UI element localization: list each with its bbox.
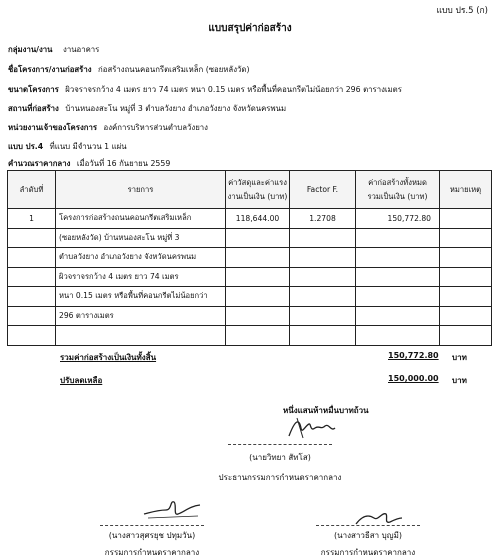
cell-remark — [440, 248, 492, 268]
cell-no — [8, 248, 56, 268]
table-row — [8, 267, 492, 287]
cell-factor — [290, 248, 356, 268]
total-value: 150,772.80 — [388, 351, 439, 360]
header-item: รายการ — [56, 171, 226, 209]
header-cost — [226, 171, 290, 209]
cell-total — [356, 306, 440, 326]
member2-signature — [348, 506, 408, 530]
cell-total — [356, 287, 440, 307]
info-label: ขนาดโครงการ — [8, 85, 59, 94]
cell-cost — [226, 248, 290, 268]
cell-no — [8, 228, 56, 248]
cell-factor: 1.2708 — [290, 209, 356, 229]
amount-in-words: หนึ่งแสนห้าหมื่นบาทถ้วน — [283, 406, 369, 415]
info-label: คำนวณราคากลาง — [8, 159, 71, 168]
header-cost-line2: งานเป็นเงิน (บาท) — [227, 191, 288, 201]
cell-no — [8, 326, 56, 346]
cell-item: โครงการก่อสร้างถนนคอนกรีตเสริมเหล็ก — [56, 209, 226, 229]
info-label: หน่วยงานเจ้าของโครงการ — [8, 123, 98, 132]
header-total — [356, 171, 440, 209]
cell-cost — [226, 287, 290, 307]
table-header-row — [8, 171, 492, 209]
header-total-line1: ค่าก่อสร้างทั้งหมด — [368, 177, 427, 187]
info-location — [8, 103, 286, 115]
info-label: แบบ ปร.4 — [8, 142, 44, 151]
table-row — [8, 287, 492, 307]
info-form-ref — [8, 141, 127, 153]
cell-remark — [440, 267, 492, 287]
cell-no — [8, 306, 56, 326]
header-factor: Factor F. — [290, 171, 356, 209]
info-label: ชื่อโครงการ/งานก่อสร้าง — [8, 65, 92, 74]
cell-factor — [290, 267, 356, 287]
cell-cost — [226, 228, 290, 248]
total-label: รวมค่าก่อสร้างเป็นเงินทั้งสิ้น — [60, 353, 157, 362]
header-total-line2: รวมเป็นเงิน (บาท) — [367, 191, 428, 201]
cell-remark — [440, 306, 492, 326]
info-value: เมื่อวันที่ 16 กันยายน 2559 — [76, 159, 171, 168]
cell-item: หนา 0.15 เมตร หรือพื้นที่คอนกรีตไม่น้อยกว่า — [56, 287, 226, 307]
cell-item: ผิวจราจรกว้าง 4 เมตร ยาว 74 เมตร — [56, 267, 226, 287]
info-project-name — [8, 64, 250, 76]
info-owner — [8, 122, 208, 134]
member2-role: กรรมการกำหนดราคากลาง — [320, 548, 416, 557]
table-row — [8, 228, 492, 248]
info-label: กลุ่มงาน/งาน — [8, 45, 53, 54]
header-no: ลำดับที่ — [8, 171, 56, 209]
chair-signature — [285, 414, 345, 442]
cell-remark — [440, 209, 492, 229]
cell-cost: 118,644.00 — [226, 209, 290, 229]
page-title: แบบสรุปค่าก่อสร้าง — [208, 23, 292, 34]
cell-cost — [226, 306, 290, 326]
cell-factor — [290, 228, 356, 248]
member1-signature — [140, 496, 210, 524]
cell-cost — [226, 267, 290, 287]
cell-item: (ซอยหลังวัด) บ้านหนองสะโน หมู่ที่ 3 — [56, 228, 226, 248]
adjusted-value: 150,000.00 — [388, 374, 439, 383]
info-value: ผิวจราจรกว้าง 4 เมตร ยาว 74 เมตร หนา 0.15 เมตร หรือพื้นที่คอนกรีตไม่น้อยกว่า 296 ตารางเมตร — [65, 85, 402, 94]
info-label: สถานที่ก่อสร้าง — [8, 104, 59, 113]
table-row — [8, 209, 492, 229]
cell-total — [356, 326, 440, 346]
cell-no — [8, 287, 56, 307]
cost-summary-table — [7, 170, 492, 346]
cell-total — [356, 228, 440, 248]
cell-remark — [440, 287, 492, 307]
cell-cost — [226, 326, 290, 346]
total-unit: บาท — [452, 353, 467, 362]
table-row — [8, 248, 492, 268]
adjusted-label: ปรับลดเหลือ — [60, 376, 103, 385]
info-project-size — [8, 84, 402, 96]
adjusted-unit: บาท — [452, 376, 467, 385]
cell-factor — [290, 326, 356, 346]
cell-total — [356, 248, 440, 268]
member1-signature-line — [100, 525, 204, 526]
info-value: งานอาคาร — [63, 45, 100, 54]
cell-factor — [290, 287, 356, 307]
form-code: แบบ ปร.5 (ก) — [436, 6, 488, 16]
chair-role: ประธานกรรมการกำหนดราคากลาง — [218, 473, 342, 482]
header-remark: หมายเหตุ — [440, 171, 492, 209]
cell-item — [56, 326, 226, 346]
table-row — [8, 306, 492, 326]
member2-name: (นางสาวธีสา บุญมี) — [334, 531, 402, 540]
cell-no — [8, 267, 56, 287]
info-value: ที่แนบ มีจำนวน 1 แผ่น — [49, 142, 127, 151]
chair-signature-line — [228, 444, 332, 445]
info-value: บ้านหนองสะโน หมู่ที่ 3 ตำบลวังยาง อำเภอวังยาง จังหวัดนครพนม — [65, 104, 287, 113]
info-department — [8, 44, 99, 56]
cell-item: 296 ตารางเมตร — [56, 306, 226, 326]
member2-signature-line — [316, 525, 420, 526]
info-calc-date — [8, 158, 170, 170]
cell-remark — [440, 326, 492, 346]
cell-no: 1 — [8, 209, 56, 229]
member1-role: กรรมการกำหนดราคากลาง — [104, 548, 200, 557]
cell-total: 150,772.80 — [356, 209, 440, 229]
cell-total — [356, 267, 440, 287]
info-value: องค์การบริหารส่วนตำบลวังยาง — [103, 123, 208, 132]
table-row — [8, 326, 492, 346]
info-value: ก่อสร้างถนนคอนกรีตเสริมเหล็ก (ซอยหลังวัด) — [98, 65, 250, 74]
header-cost-line1: ค่าวัสดุและค่าแรง — [228, 177, 287, 187]
cell-remark — [440, 228, 492, 248]
member1-name: (นางสาวสุศรยุช ปทุมวัน) — [108, 531, 196, 540]
chair-name: (นายวิทยา สัทโส) — [249, 453, 311, 462]
cell-item: ตำบลวังยาง อำเภอวังยาง จังหวัดนครพนม — [56, 248, 226, 268]
cell-factor — [290, 306, 356, 326]
